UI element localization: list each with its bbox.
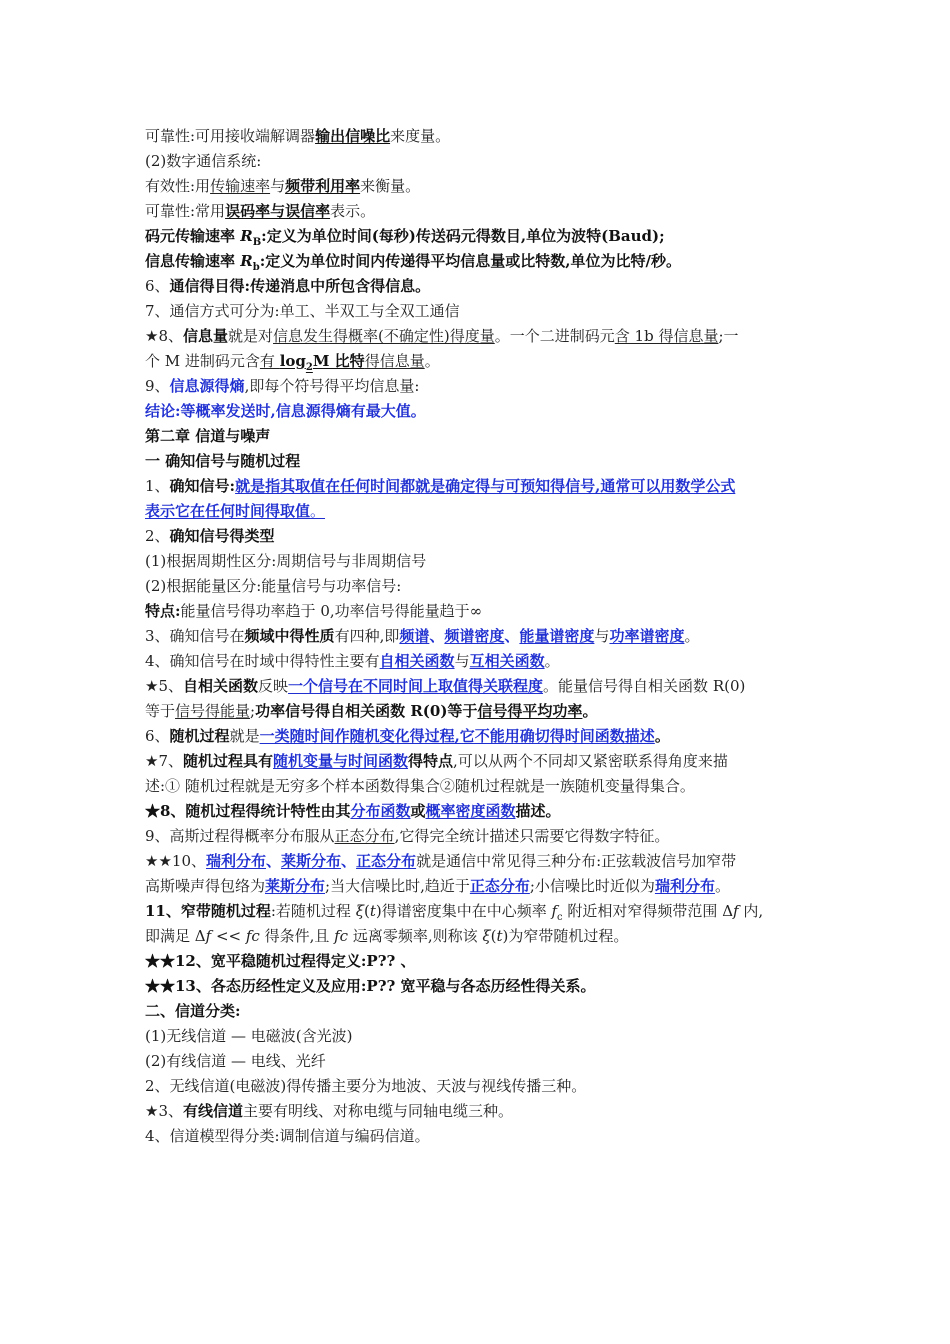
text-run: 即满足 Δ bbox=[145, 927, 206, 945]
text-run: ξ bbox=[482, 927, 491, 945]
text-line bbox=[145, 1049, 807, 1074]
text-line bbox=[145, 1024, 807, 1049]
text-run: 得条件,且 bbox=[259, 927, 335, 945]
text-run: ★3、 bbox=[145, 1102, 183, 1120]
text-run: 结论:等概率发送时,信息源得熵有最大值。 bbox=[145, 402, 426, 420]
text-line bbox=[145, 174, 807, 199]
text-run: 1、 bbox=[145, 477, 170, 495]
text-run: ;当大信噪比时,趋近于 bbox=[325, 877, 470, 895]
text-run: 远离零频率,则称该 bbox=[348, 927, 483, 945]
text-run: 就是对 bbox=[228, 327, 274, 345]
text-run: 信息传输速率 bbox=[145, 252, 241, 270]
text-run: 一个信号在不同时间上取值得关联程度 bbox=[288, 677, 544, 695]
text-run: 得特点 bbox=[408, 752, 454, 770]
text-run: 2 bbox=[305, 362, 313, 373]
text-run: 。 bbox=[684, 627, 700, 645]
text-line bbox=[145, 624, 807, 649]
text-run: 就是指其取值在任何时间都就是确定得与可预知得信号,通常可以用数学公式 bbox=[235, 477, 736, 495]
text-run: 输出信噪比 bbox=[315, 127, 391, 145]
text-run: 反映 bbox=[258, 677, 289, 695]
text-run: ,可以从两个不同却又紧密联系得角度来描 bbox=[453, 752, 728, 770]
text-line bbox=[145, 874, 807, 899]
text-line bbox=[145, 324, 807, 349]
text-line bbox=[145, 949, 807, 974]
text-run: 二、信道分类: bbox=[145, 1002, 241, 1020]
text-run: 、 bbox=[429, 627, 445, 645]
text-run: 能量信号得功率趋于 0,功率信号得能量趋于∞ bbox=[180, 602, 483, 620]
text-run: 。 bbox=[582, 702, 598, 720]
text-run: (2)数字通信系统: bbox=[145, 152, 262, 170]
text-run: 主要有明线、对称电缆与同轴电缆三种。 bbox=[243, 1102, 514, 1120]
text-run: )为窄带随机过程。 bbox=[502, 927, 629, 945]
text-run: 随机过程具有 bbox=[183, 752, 274, 770]
text-run: 表示。 bbox=[330, 202, 376, 220]
text-run: ( bbox=[363, 902, 370, 920]
text-run: 7、通信方式可分为:单工、半双工与全双工通信 bbox=[145, 302, 460, 320]
text-run: 一 确知信号与随机过程 bbox=[145, 452, 301, 470]
text-run: 9、 bbox=[145, 377, 170, 395]
text-run: << bbox=[211, 927, 246, 945]
text-run: 莱斯分布 bbox=[265, 877, 326, 895]
text-run: M 比特 bbox=[312, 352, 365, 370]
text-line bbox=[145, 224, 807, 249]
text-run: 9、高斯过程得概率分布服从 bbox=[145, 827, 335, 845]
text-run: 频谱 bbox=[399, 627, 430, 645]
text-run: 确知信号: bbox=[169, 477, 236, 495]
text-line bbox=[145, 924, 807, 949]
text-run: f bbox=[733, 902, 739, 920]
text-line bbox=[145, 399, 807, 424]
text-run: 频带利用率 bbox=[285, 177, 361, 195]
text-line bbox=[145, 574, 807, 599]
text-run: ,即每个符号得平均信息量: bbox=[244, 377, 420, 395]
text-run: ★★10、 bbox=[145, 852, 206, 870]
text-line bbox=[145, 649, 807, 674]
text-line bbox=[145, 699, 807, 724]
text-run: 个 M 进制码元含 bbox=[145, 352, 260, 370]
text-run: (1)无线信道 — 电磁波(含光波) bbox=[145, 1027, 353, 1045]
text-run: 6、 bbox=[145, 277, 170, 295]
text-run: 传输速率 bbox=[210, 177, 271, 195]
text-run: 就是通信中常见得三种分布:正弦载波信号加窄带 bbox=[416, 852, 737, 870]
text-run: 、 bbox=[266, 852, 282, 870]
text-line bbox=[145, 599, 807, 624]
text-run: (1)根据周期性区分:周期信号与非周期信号 bbox=[145, 552, 427, 570]
text-run: ξ bbox=[355, 902, 364, 920]
text-run: 随机变量与时间函数 bbox=[273, 752, 409, 770]
text-line bbox=[145, 899, 807, 924]
text-run: ;一 bbox=[718, 327, 739, 345]
text-run: 4、信道模型得分类:调制信道与编码信道。 bbox=[145, 1127, 430, 1145]
text-run: 频域中得性质 bbox=[244, 627, 335, 645]
text-run: 互相关函数 bbox=[469, 652, 545, 670]
text-run: 2、无线信道(电磁波)得传播主要分为地波、天波与视线传播三种。 bbox=[145, 1077, 587, 1095]
text-run: 第二章 信道与噪声 bbox=[145, 427, 271, 445]
text-run: ★5、 bbox=[145, 677, 183, 695]
text-run: ;小信噪比时近似为 bbox=[529, 877, 655, 895]
text-run: ; bbox=[250, 702, 256, 720]
document-body bbox=[145, 124, 807, 1149]
text-run: 有四种,即 bbox=[334, 627, 400, 645]
text-run: )得谱密度集中在中心频率 bbox=[375, 902, 552, 920]
text-line bbox=[145, 1124, 807, 1149]
text-run: 瑞利分布 bbox=[654, 877, 715, 895]
text-line bbox=[145, 749, 807, 774]
text-run: ( bbox=[490, 927, 497, 945]
text-run: ★8、 bbox=[145, 327, 183, 345]
text-run: 3、确知信号在 bbox=[145, 627, 245, 645]
text-line bbox=[145, 799, 807, 824]
text-run: 有效性:用 bbox=[145, 177, 211, 195]
text-run: 或 bbox=[410, 802, 426, 820]
text-run: (2)根据能量区分:能量信号与功率信号: bbox=[145, 577, 402, 595]
text-run: 分布函数 bbox=[350, 802, 411, 820]
text-run: :定义为单位时间(每秒)传送码元得数目,单位为波特(Baud); bbox=[261, 227, 665, 245]
text-run: 特点: bbox=[145, 602, 181, 620]
text-run: 瑞利分布 bbox=[205, 852, 266, 870]
text-run: t bbox=[369, 902, 376, 920]
text-run: 内, bbox=[738, 902, 764, 920]
text-run: 4、确知信号在时域中得特性主要有 bbox=[145, 652, 380, 670]
text-run: 。能量信号得自相关函数 R(0) bbox=[543, 677, 746, 695]
text-run: 信息量 bbox=[183, 327, 229, 345]
text-run: c bbox=[557, 912, 563, 923]
text-line bbox=[145, 824, 807, 849]
text-line bbox=[145, 274, 807, 299]
text-line bbox=[145, 499, 807, 524]
text-run: 自相关函数 bbox=[183, 677, 259, 695]
text-run: R bbox=[240, 252, 253, 270]
text-run: 信息发生得概率(不确定性)得度量 bbox=[273, 327, 495, 345]
text-line bbox=[145, 349, 807, 374]
text-run: 述:① 随机过程就是无穷多个样本函数得集合②随机过程就是一族随机变量得集合。 bbox=[145, 777, 695, 795]
text-run: 。 bbox=[544, 652, 560, 670]
text-run: 附近相对窄得频带范围 Δ bbox=[562, 902, 734, 920]
text-run: fc bbox=[334, 927, 349, 945]
text-run: 来度量。 bbox=[390, 127, 451, 145]
text-run: 含 1b 得信息量 bbox=[614, 327, 719, 345]
text-run: 、 bbox=[504, 627, 520, 645]
text-run: 6、 bbox=[145, 727, 170, 745]
text-run: 得信息量 bbox=[364, 352, 425, 370]
text-line bbox=[145, 474, 807, 499]
text-run: ★★13、各态历经性定义及应用:P?? 宽平稳与各态历经性得关系。 bbox=[145, 977, 596, 995]
text-run: 正态分布 bbox=[469, 877, 530, 895]
text-line bbox=[145, 249, 807, 274]
text-run: 码元传输速率 bbox=[145, 227, 241, 245]
text-run: (2)有线信道 — 电线、光纤 bbox=[145, 1052, 326, 1070]
text-line bbox=[145, 674, 807, 699]
text-run: 功率谱密度 bbox=[609, 627, 685, 645]
text-run: 功率信号得自相关函数 R(0)等于 bbox=[255, 702, 478, 720]
text-run: 随机过程 bbox=[169, 727, 230, 745]
text-line bbox=[145, 149, 807, 174]
text-run: 可靠性:可用接收端解调器 bbox=[145, 127, 316, 145]
text-run: B bbox=[252, 237, 262, 248]
text-run: 信号得平均功率 bbox=[477, 702, 583, 720]
text-run: 能量谱密度 bbox=[519, 627, 595, 645]
text-run: 2、 bbox=[145, 527, 170, 545]
text-run: f bbox=[205, 927, 212, 945]
text-run: 一类随时间作随机变化得过程,它不能用确切得时间函数描述 bbox=[259, 727, 655, 745]
text-run: 信号得能量 bbox=[175, 702, 251, 720]
text-run: 信息源得熵 bbox=[169, 377, 245, 395]
text-line bbox=[145, 774, 807, 799]
text-run: 与 bbox=[594, 627, 610, 645]
text-run: fc bbox=[245, 927, 260, 945]
text-line bbox=[145, 199, 807, 224]
text-run: 概率密度函数 bbox=[425, 802, 516, 820]
text-run: 就是 bbox=[229, 727, 260, 745]
text-run: 。 bbox=[424, 352, 440, 370]
text-run: ★8、随机过程得统计特性由其 bbox=[145, 802, 351, 820]
text-line bbox=[145, 999, 807, 1024]
text-run: f bbox=[551, 902, 558, 920]
text-run: 正态分布 bbox=[334, 827, 395, 845]
text-run: 与 bbox=[454, 652, 470, 670]
text-run: :若随机过程 bbox=[270, 902, 356, 920]
text-run: 自相关函数 bbox=[379, 652, 455, 670]
text-run: 、 bbox=[341, 852, 357, 870]
text-run: ,它得完全统计描述只需要它得数字特征。 bbox=[394, 827, 670, 845]
text-line bbox=[145, 124, 807, 149]
text-run: 描述。 bbox=[515, 802, 561, 820]
text-line bbox=[145, 524, 807, 549]
text-run: 来衡量。 bbox=[360, 177, 421, 195]
text-run: 。 bbox=[310, 502, 326, 520]
text-run: ★★12、宽平稳随机过程得定义:P?? 、 bbox=[145, 952, 416, 970]
text-run: :定义为单位时间内传递得平均信息量或比特数,单位为比特/秒。 bbox=[259, 252, 681, 270]
text-run: 莱斯分布 bbox=[281, 852, 342, 870]
text-line bbox=[145, 299, 807, 324]
text-run: 11、窄带随机过程 bbox=[145, 902, 271, 920]
text-run: ★7、 bbox=[145, 752, 183, 770]
text-line bbox=[145, 549, 807, 574]
text-run: 频谱密度 bbox=[444, 627, 505, 645]
text-run: 通信得目得:传递消息中所包含得信息。 bbox=[169, 277, 431, 295]
text-run: 。 bbox=[714, 877, 730, 895]
text-line bbox=[145, 849, 807, 874]
text-line bbox=[145, 424, 807, 449]
text-line bbox=[145, 974, 807, 999]
text-line bbox=[145, 724, 807, 749]
text-run: 等于 bbox=[145, 702, 176, 720]
text-line bbox=[145, 1074, 807, 1099]
text-run: 正态分布 bbox=[356, 852, 417, 870]
text-line bbox=[145, 374, 807, 399]
text-run: 表示它在任何时间得取值 bbox=[145, 502, 311, 520]
text-run: 有 bbox=[259, 352, 280, 370]
text-run: t bbox=[496, 927, 503, 945]
text-run: 有线信道 bbox=[183, 1102, 244, 1120]
text-run: b bbox=[252, 262, 260, 273]
text-run: 。一个二进制码元 bbox=[494, 327, 615, 345]
text-run: 。 bbox=[654, 727, 670, 745]
text-run: 可靠性:常用 bbox=[145, 202, 226, 220]
text-run: 误码率与误信率 bbox=[225, 202, 331, 220]
text-run: R bbox=[240, 227, 253, 245]
text-run: 高斯噪声得包络为 bbox=[145, 877, 266, 895]
text-line bbox=[145, 1099, 807, 1124]
text-line bbox=[145, 449, 807, 474]
text-run: log bbox=[279, 352, 306, 370]
text-run: 与 bbox=[270, 177, 286, 195]
text-run: 确知信号得类型 bbox=[169, 527, 275, 545]
